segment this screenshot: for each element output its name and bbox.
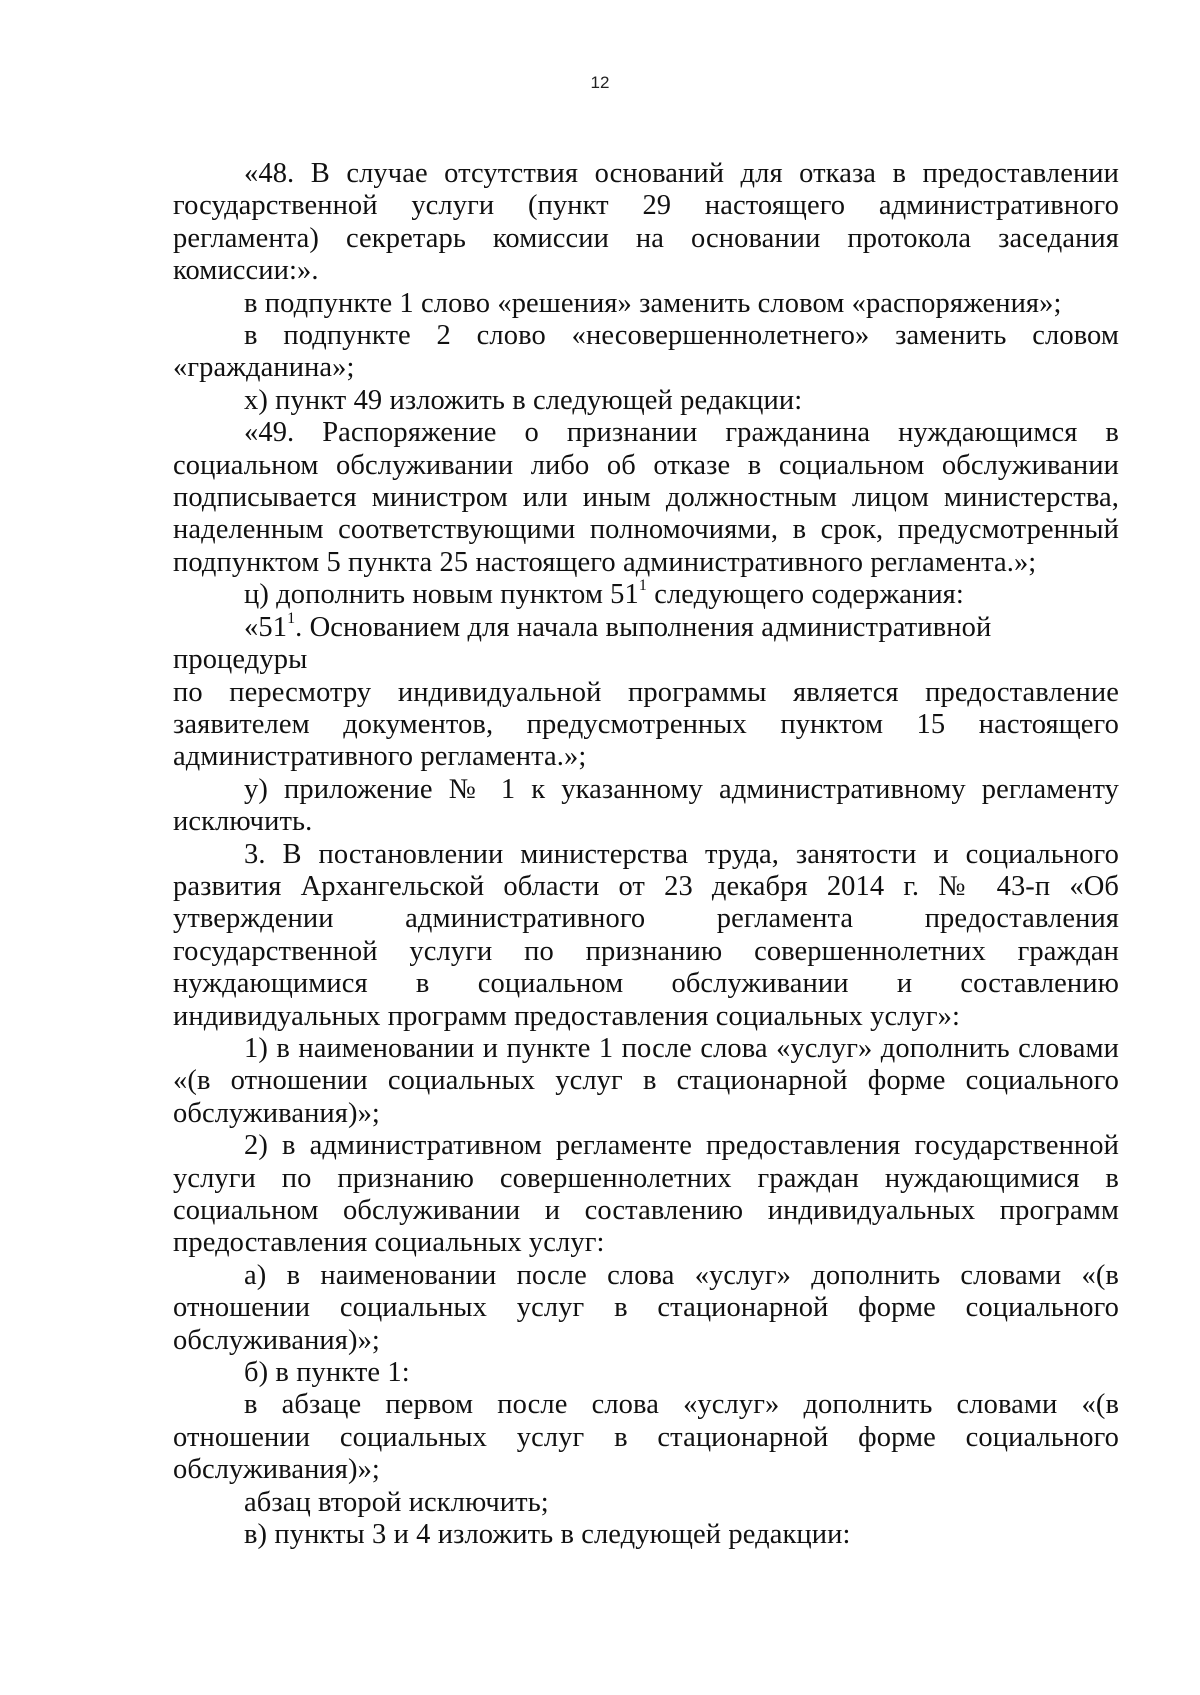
document-body xyxy=(173,158,1119,1551)
paragraph-51-1-second-line: процедуры xyxy=(173,644,308,676)
p51-superscript: 1 xyxy=(287,609,296,627)
paragraph-item-v: в) пункты 3 и 4 изложить в следующей редакции: xyxy=(244,1519,851,1551)
paragraph-51-1-first-line xyxy=(173,609,1119,644)
paragraph-48: «48. В случае отсутствия оснований для отказа в предоставлении государственной услуги (пункт 29 настоящего административного регламента) секретарь комиссии на основании протокола заседания комиссии:». xyxy=(173,158,1119,287)
paragraph-subitem-2: 2) в административном регламенте предоставления государственной услуги по признанию совершеннолетних граждан нуждающимися в социальном обслуживании и составлению индивидуальных программ предоставления социальных услуг: xyxy=(173,1130,1119,1259)
page-number: 12 xyxy=(590,73,610,92)
paragraph-second-abzac: абзац второй исключить; xyxy=(244,1486,549,1518)
paragraph-subitem-1: 1) в наименовании и пункте 1 после слова «услуг» дополнить словами «(в отношении социальных услуг в стационарной форме социального обслуживания)»; xyxy=(173,1032,1119,1129)
paragraph-point-3: 3. В постановлении министерства труда, занятости и социального развития Архангельской области от 23 декабря 2014 г. № 43-п «Об утверждении административного регламента предоставления государственной услуги по признанию совершеннолетних граждан нуждающимися в социальном обслуживании и составлению индивидуальных программ предоставления социальных услуг»: xyxy=(173,838,1119,1032)
paragraph-subpoint-2: в подпункте 2 слово «несовершеннолетнего» заменить словом «гражданина»; xyxy=(173,320,1119,384)
paragraph-item-u: у) приложение № 1 к указанному административному регламенту исключить. xyxy=(173,773,1119,838)
paragraph-51-1-rest: по пересмотру индивидуальной программы является предоставление заявителем документов, предусмотренных пунктом 15 настоящего административного регламента.»; xyxy=(173,676,1119,773)
item-ts-text-end: следующего содержания: xyxy=(647,579,964,611)
paragraph-item-ts xyxy=(173,579,1119,611)
p51-number: «51 xyxy=(244,611,288,643)
paragraph-item-kh: х) пункт 49 изложить в следующей редакции: xyxy=(244,384,803,416)
paragraph-49: «49. Распоряжение о признании гражданина нуждающимся в социальном обслуживании либо об отказе в социальном обслуживании подписывается министром или иным должностным лицом министерства, наделенным соответствующими полномочиями, в срок, предусмотренный подпунктом 5 пункта 25 настоящего административного регламента.»; xyxy=(173,417,1119,578)
p51-line-text: . Основанием для начала выполнения административной xyxy=(295,611,992,643)
paragraph-first-abzac: в абзаце первом после слова «услуг» дополнить словами «(в отношении социальных услуг в стационарной форме социального обслуживания)»; xyxy=(173,1389,1119,1486)
paragraph-item-b: б) в пункте 1: xyxy=(244,1357,410,1389)
item-ts-superscript: 1 xyxy=(638,577,647,595)
item-ts-text: ц) дополнить новым пунктом 51 xyxy=(244,579,639,611)
paragraph-subpoint-1: в подпункте 1 слово «решения» заменить словом «распоряжения»; xyxy=(244,287,1062,319)
paragraph-item-a: а) в наименовании после слова «услуг» дополнить словами «(в отношении социальных услуг в стационарной форме социального обслуживания)»; xyxy=(173,1259,1119,1356)
